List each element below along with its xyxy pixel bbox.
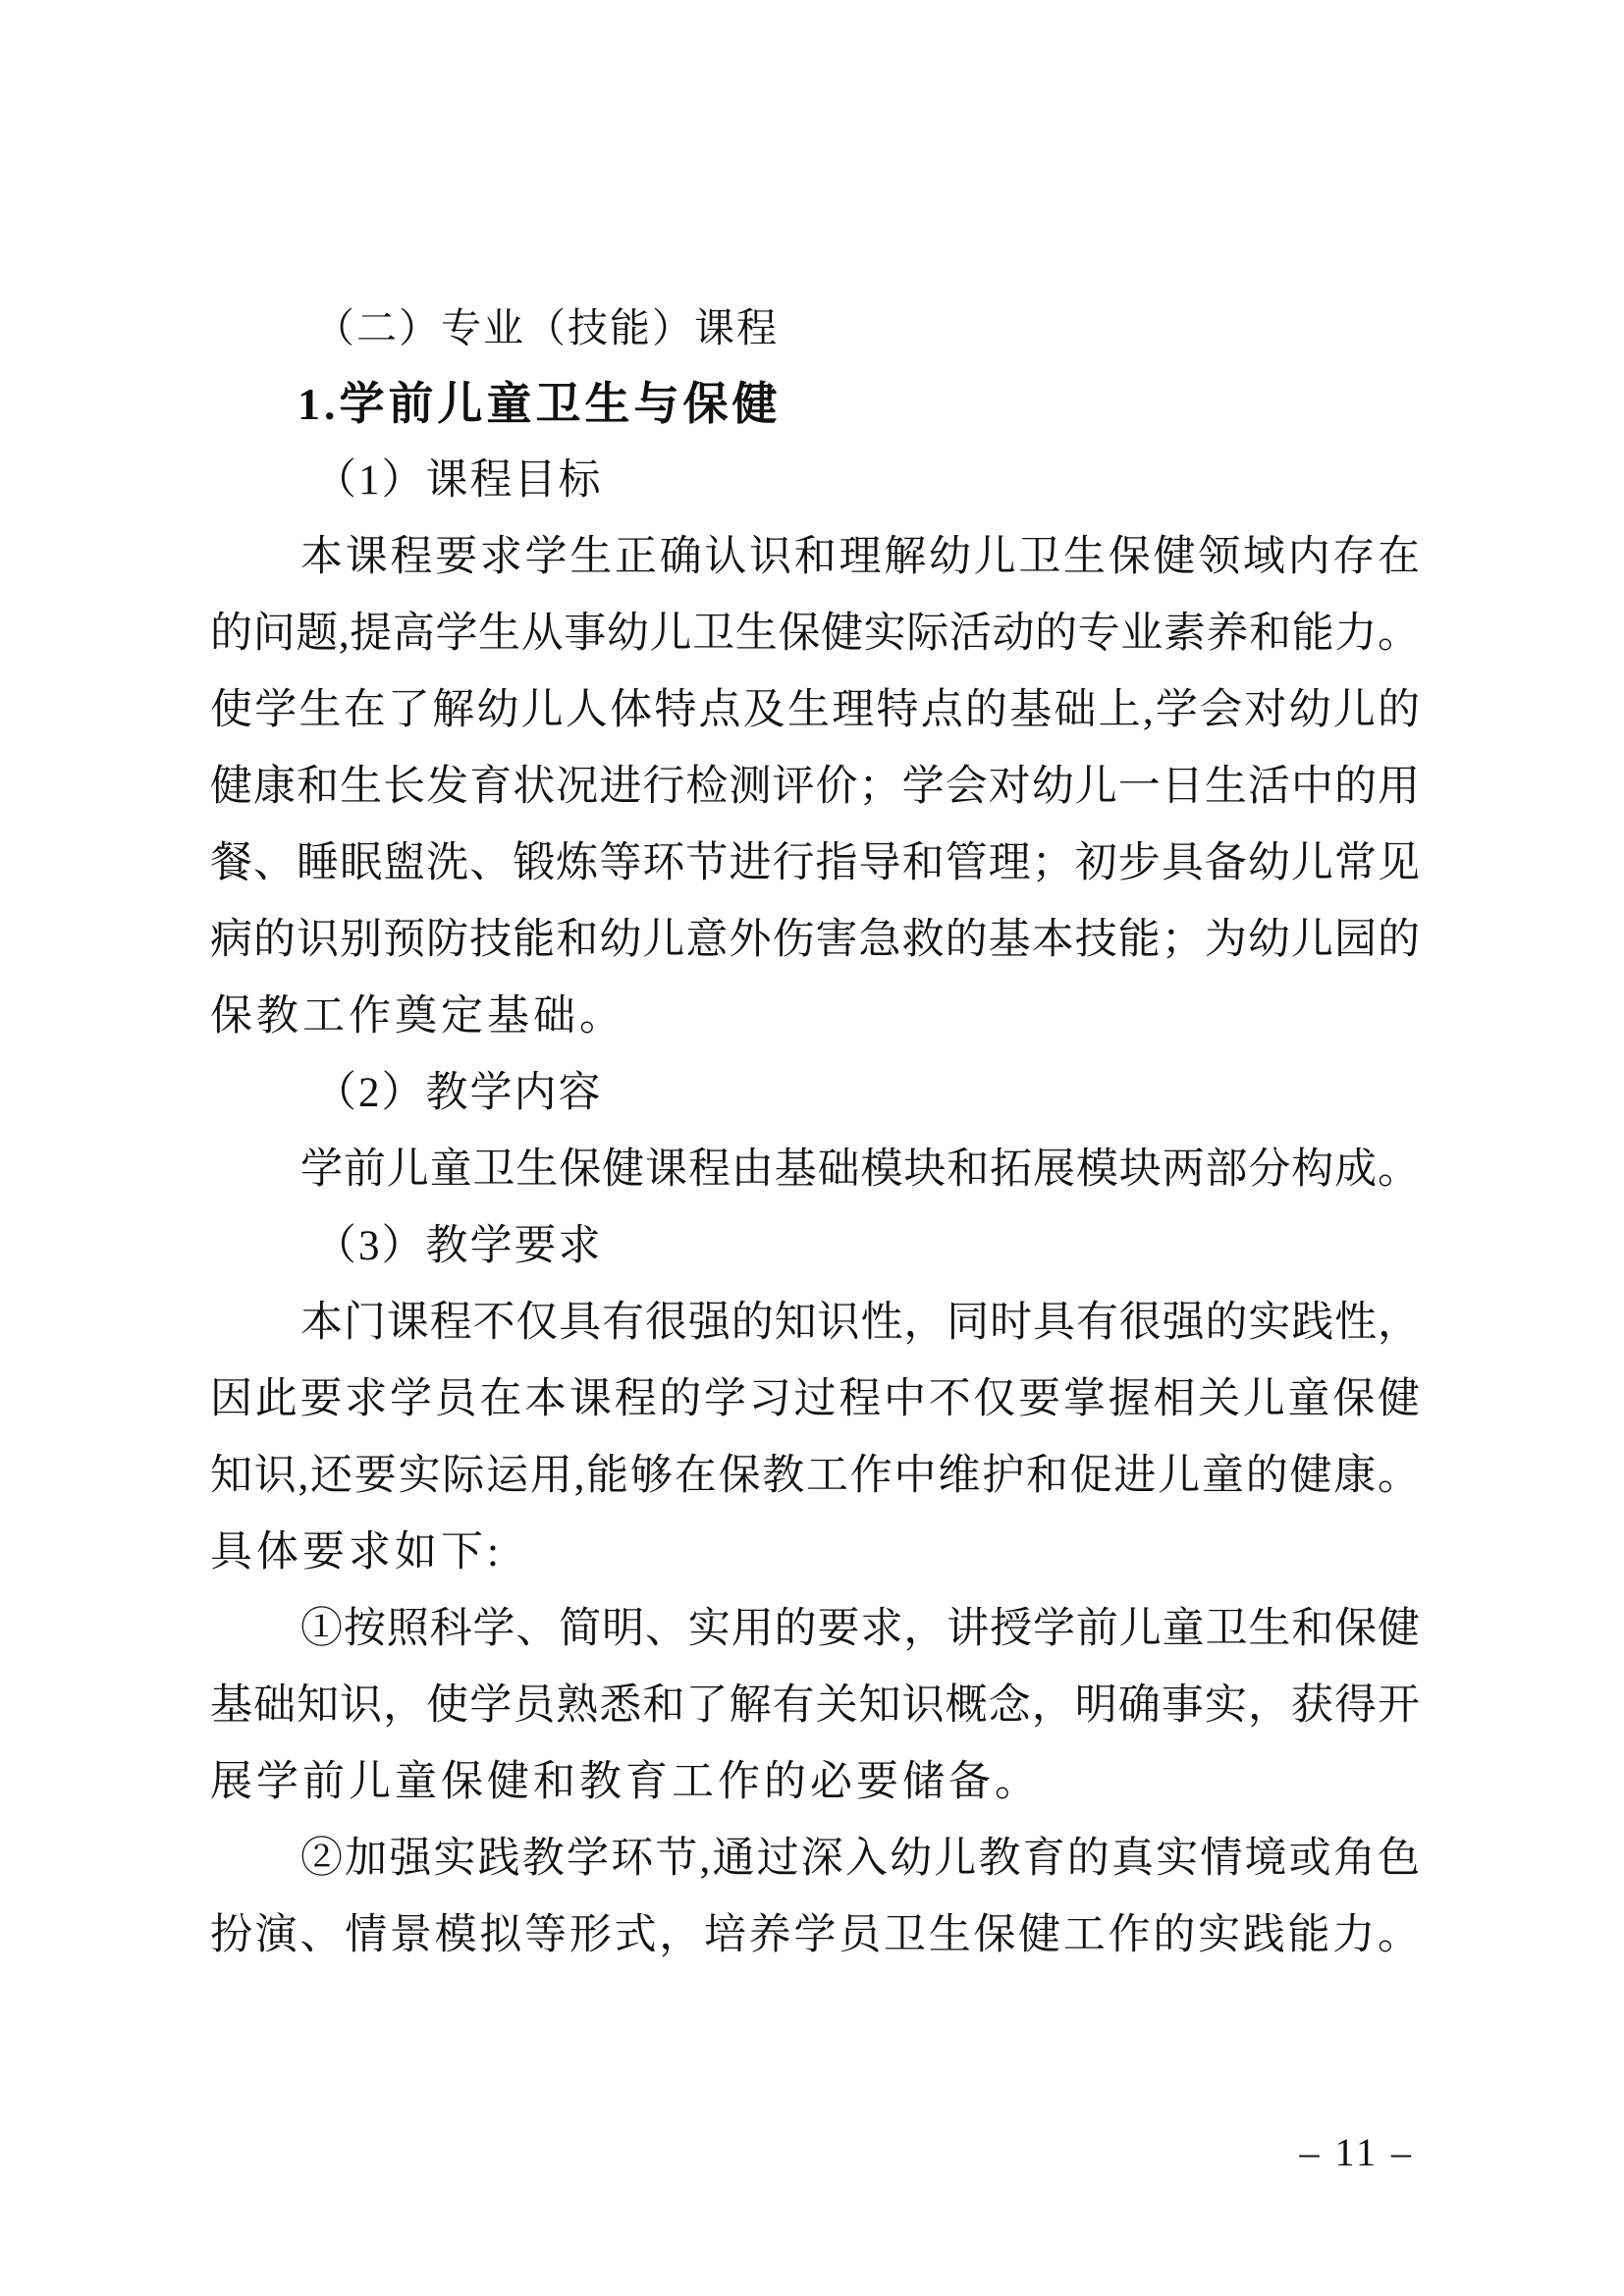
content-area <box>210 290 1420 1974</box>
item-heading-1: （1）课程目标 <box>314 457 603 504</box>
paragraph-line: 保教工作奠定基础。 <box>210 993 625 1040</box>
paragraph-line: 学前儿童卫生保健课程由基础模块和拓展模块两部分构成。 <box>300 1147 1420 1193</box>
paragraph-line: 的问题,提高学生从事幼儿卫生保健实际活动的专业素养和能力。 <box>210 611 1420 657</box>
item-heading-2: （2）教学内容 <box>314 1070 603 1116</box>
paragraph-line: 使学生在了解幼儿人体特点及生理特点的基础上,学会对幼儿的 <box>210 687 1420 733</box>
paragraph-teaching-requirements <box>210 1285 1420 1591</box>
paragraph-line: 扮演、情景模拟等形式，培养学员卫生保健工作的实践能力。 <box>210 1912 1420 1958</box>
paragraph-line: ②加强实践教学环节,通过深入幼儿教育的真实情境或角色 <box>300 1836 1420 1882</box>
paragraph-line: 知识,还要实际运用,能够在保教工作中维护和促进儿童的健康。 <box>210 1453 1420 1499</box>
paragraph-course-goals <box>210 519 1420 1055</box>
paragraph-line: 本门课程不仅具有很强的知识性，同时具有很强的实践性， <box>300 1300 1420 1346</box>
paragraph-teaching-content <box>210 1132 1420 1208</box>
course-title: 1.学前儿童卫生与保健 <box>298 379 782 429</box>
item-heading-3: （3）教学要求 <box>314 1223 603 1269</box>
paragraph-requirement-2 <box>210 1821 1420 1974</box>
paragraph-line: 餐、睡眠盥洗、锻炼等环节进行指导和管理；初步具备幼儿常见 <box>210 840 1420 886</box>
section-heading: （二）专业（技能）课程 <box>314 305 779 350</box>
paragraph-line: ①按照科学、简明、实用的要求，讲授学前儿童卫生和保健 <box>300 1606 1420 1652</box>
paragraph-requirement-1 <box>210 1591 1420 1821</box>
paragraph-line: 病的识别预防技能和幼儿意外伤害急救的基本技能；为幼儿园的 <box>210 917 1420 963</box>
paragraph-line: 因此要求学员在本课程的学习过程中不仅要掌握相关儿童保健 <box>210 1376 1420 1422</box>
page-number: – 11 – <box>1299 2130 1414 2174</box>
paragraph-line: 展学前儿童保健和教育工作的必要储备。 <box>210 1759 1041 1805</box>
paragraph-line: 健康和生长发育状况进行检测评价；学会对幼儿一日生活中的用 <box>210 764 1420 810</box>
paragraph-line: 本课程要求学生正确认识和理解幼儿卫生保健领域内存在 <box>300 534 1420 580</box>
paragraph-line: 具体要求如下: <box>210 1529 503 1575</box>
paragraph-line: 基础知识，使学员熟悉和了解有关知识概念，明确事实，获得开 <box>210 1682 1420 1729</box>
